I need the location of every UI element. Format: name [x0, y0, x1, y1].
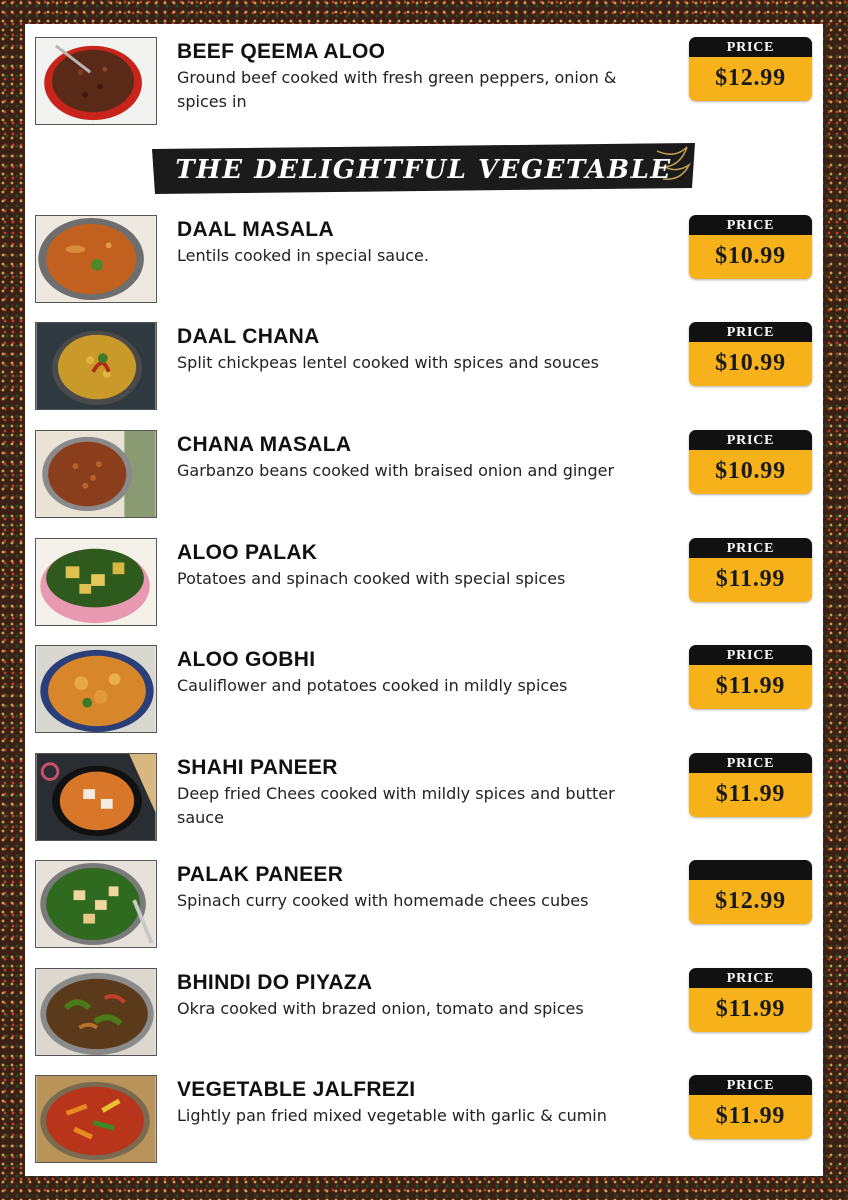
beef-qeema-aloo-image: [35, 37, 157, 125]
daal-masala-image: [35, 215, 157, 303]
price-tag: [689, 430, 812, 494]
price-tag: [689, 322, 812, 386]
price-value: $11.99: [715, 996, 786, 1022]
item-description: Garbanzo beans cooked with braised onion and ginger: [177, 461, 615, 480]
price-value: $12.99: [715, 888, 786, 914]
item-description: Deep fried Chees cooked with mildly spices and butter sauce: [177, 784, 615, 827]
item-description: Okra cooked with brazed onion, tomato and spices: [177, 999, 584, 1018]
item-name: CHANA MASALA: [177, 433, 352, 456]
price-label: PRICE: [689, 538, 812, 558]
price-tag: [689, 37, 812, 101]
menu-item: [35, 645, 815, 735]
price-tag: [689, 1075, 812, 1139]
menu-item: [35, 968, 815, 1058]
item-description: Spinach curry cooked with homemade chees cubes: [177, 891, 589, 910]
menu-item: [35, 430, 815, 520]
section-banner: [152, 143, 695, 194]
price-label: PRICE: [689, 645, 812, 665]
item-name: DAAL CHANA: [177, 325, 320, 348]
item-description: Potatoes and spinach cooked with special spices: [177, 569, 566, 588]
price-value: $12.99: [715, 65, 786, 91]
shahi-paneer-image: [35, 753, 157, 841]
item-name: DAAL MASALA: [177, 218, 334, 241]
price-label: PRICE: [689, 37, 812, 57]
price-label: PRICE: [689, 322, 812, 342]
aloo-palak-image: [35, 538, 157, 626]
price-value: $10.99: [715, 458, 786, 484]
menu-item: [35, 37, 815, 127]
price-value: $11.99: [715, 673, 786, 699]
price-value: $10.99: [715, 350, 786, 376]
item-name: PALAK PANEER: [177, 863, 344, 886]
item-description: Lentils cooked in special sauce.: [177, 246, 429, 265]
price-tag: [689, 968, 812, 1032]
item-name: SHAHI PANEER: [177, 756, 338, 779]
daal-chana-image: [35, 322, 157, 410]
menu-item: [35, 753, 815, 843]
price-value: $11.99: [715, 1103, 786, 1129]
aloo-gobhi-image: [35, 645, 157, 733]
price-tag: [689, 860, 812, 924]
price-value: $11.99: [715, 566, 786, 592]
bhindi-do-piyaza-image: [35, 968, 157, 1056]
menu-item: [35, 322, 815, 412]
menu-item: [35, 538, 815, 628]
price-tag: [689, 215, 812, 279]
price-label: PRICE: [689, 1075, 812, 1095]
price-value: $11.99: [715, 781, 786, 807]
price-label: PRICE: [689, 215, 812, 235]
price-label: PRICE: [689, 968, 812, 988]
price-tag: [689, 538, 812, 602]
vegetable-jalfrezi-image: [35, 1075, 157, 1163]
palak-paneer-image: [35, 860, 157, 948]
item-name: ALOO PALAK: [177, 541, 318, 564]
price-label: PRICE: [689, 753, 812, 773]
item-description: Ground beef cooked with fresh green peppers, onion & spices in: [177, 68, 617, 111]
item-description: Cauliflower and potatoes cooked in mildly spices: [177, 676, 568, 695]
price-tag: [689, 753, 812, 817]
item-name: BEEF QEEMA ALOO: [177, 40, 386, 63]
section-title: THE DELIGHTFUL VEGETABLE: [175, 155, 672, 185]
item-name: VEGETABLE JALFREZI: [177, 1078, 416, 1101]
item-description: Lightly pan fried mixed vegetable with garlic & cumin: [177, 1106, 607, 1125]
price-label: PRICE: [689, 430, 812, 450]
price-tag: [689, 645, 812, 709]
menu-item: [35, 1075, 815, 1165]
price-value: $10.99: [715, 243, 786, 269]
item-name: BHINDI DO PIYAZA: [177, 971, 373, 994]
item-description: Split chickpeas lentel cooked with spices and souces: [177, 353, 599, 372]
menu-item: [35, 215, 815, 305]
price-label: [689, 860, 812, 880]
item-name: ALOO GOBHI: [177, 648, 316, 671]
menu-item: [35, 860, 815, 950]
chana-masala-image: [35, 430, 157, 518]
